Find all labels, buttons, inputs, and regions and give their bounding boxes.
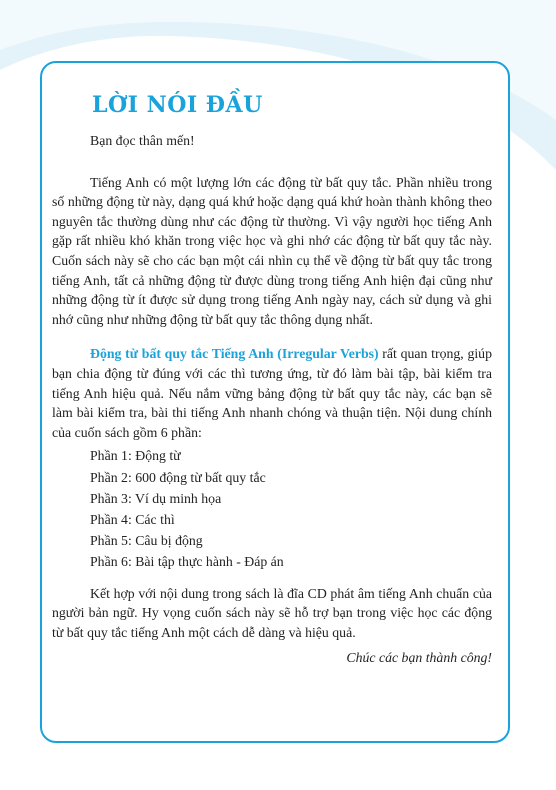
closing-wish: Chúc các bạn thành công! — [346, 650, 492, 666]
preface-content — [52, 72, 492, 666]
paragraph-importance — [52, 344, 492, 442]
list-item: Phần 1: Động từ — [90, 448, 181, 464]
list-item: Phần 3: Ví dụ minh họa — [90, 490, 222, 506]
paragraph-importance-text: rất quan trọng, giúp bạn chia động từ đúng với các thì tương ứng, từ đó làm bài tập, bài kiểm tra tiếng Anh hiệu quả. Nếu nắm vững bảng động từ bất quy tắc này, các bạn sẽ làm bài kiểm tra, bài thi tiếng Anh nhanh chóng và thuận tiện. Nội dung chính của cuốn sách gồm 6 phần: — [52, 346, 492, 440]
list-item: Phần 5: Câu bị động — [90, 533, 203, 549]
salutation: Bạn đọc thân mến! — [90, 133, 195, 148]
page-title: LỜI NÓI ĐẦU — [92, 92, 263, 118]
book-title-highlight: Động từ bất quy tắc Tiếng Anh (Irregular Verbs) — [90, 346, 379, 362]
list-item: Phần 4: Các thì — [90, 511, 175, 527]
list-item: Phần 6: Bài tập thực hành - Đáp án — [90, 554, 284, 570]
list-item: Phần 2: 600 động từ bất quy tắc — [90, 469, 266, 485]
paragraph-intro: Tiếng Anh có một lượng lớn các động từ bất quy tắc. Phần nhiều trong số những động từ này, dạng quá khứ hoặc dạng quá khứ hoàn thành không theo nguyên tắc thường dùng như các động từ thường. Vì vậy người học tiếng Anh gặp rất nhiều khó khăn trong việc học và ghi nhớ các động từ bất quy tắc này. Cuốn sách này sẽ cho các bạn một cái nhìn cụ thể về động từ bất quy tắc trong tiếng Anh, tất cả những động từ được dùng trong tiếng Anh hiện đại cũng như những động từ ít được sử dụng trong tiếng Anh ngày nay, cách sử dụng và ghi nhớ cũng như những động từ bất quy tắc thông dụng nhất. — [52, 174, 492, 327]
parts-list — [90, 445, 492, 572]
paragraph-cd: Kết hợp với nội dung trong sách là đĩa CD phát âm tiếng Anh chuẩn của người bản ngữ. Hy vọng cuốn sách này sẽ hỗ trợ bạn trong việc học các động từ bất quy tắc tiếng Anh một cách dễ dàng và hiệu quả. — [52, 585, 492, 640]
